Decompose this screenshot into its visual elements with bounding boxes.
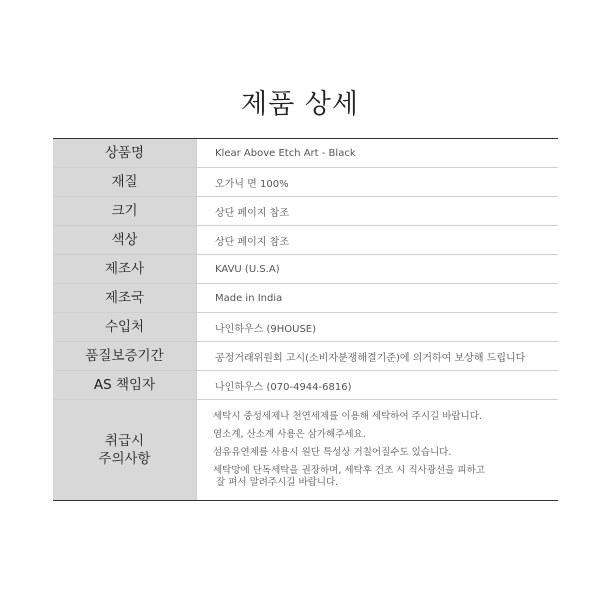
row-color [53, 226, 558, 255]
row-care-instructions [53, 400, 558, 500]
care-line: 섬유유연제를 사용시 원단 특성상 거칠어질수도 있습니다. [213, 447, 452, 458]
row-manufacturer [53, 255, 558, 284]
row-label: 제조사 [53, 255, 197, 283]
row-label [53, 400, 197, 500]
row-value: 나인하우스 (9HOUSE) [215, 323, 317, 335]
row-country [53, 284, 558, 313]
row-value: 나인하우스 (070-4944-6816) [215, 381, 352, 393]
row-warranty [53, 342, 558, 371]
row-size [53, 197, 558, 226]
care-instructions-list [197, 400, 558, 500]
product-spec-table [53, 138, 558, 501]
row-value: 공정거래위원회 고시(소비자분쟁해결기준)에 의거하여 보상해 드립니다 [215, 352, 526, 364]
row-label: 상품명 [53, 139, 197, 167]
row-value: Klear Above Etch Art - Black [215, 147, 356, 159]
row-value: Made in India [215, 292, 283, 304]
row-label: 재질 [53, 168, 197, 196]
row-value: 상단 페이지 참조 [215, 236, 289, 248]
row-value: 상단 페이지 참조 [215, 207, 289, 219]
row-value: 오가닉 면 100% [215, 178, 289, 190]
row-label: 색상 [53, 226, 197, 254]
row-label: AS 책임자 [53, 371, 197, 399]
care-label-line: 주의사항 [98, 451, 151, 467]
care-line: 잘 펴서 말려주시길 바랍니다. [216, 477, 339, 488]
care-line: 세탁망에 단독세탁을 권장하며, 세탁후 건조 시 직사광선을 피하고 [213, 465, 485, 476]
row-label: 수입처 [53, 313, 197, 341]
page-title: 제품 상세 [241, 89, 359, 120]
row-material [53, 168, 558, 197]
row-product-name [53, 139, 558, 168]
care-line: 염소계, 산소계 사용은 삼가해주세요. [213, 429, 366, 440]
row-value: KAVU (U.S.A) [215, 263, 280, 275]
row-as-contact [53, 371, 558, 400]
care-line: 세탁시 중성세제나 천연세제를 이용해 세탁하여 주시길 바랍니다. [213, 411, 482, 422]
row-importer [53, 313, 558, 342]
row-label: 품질보증기간 [53, 342, 197, 370]
row-label: 제조국 [53, 284, 197, 312]
care-label-line: 취급시 [104, 433, 145, 449]
row-label: 크기 [53, 197, 197, 225]
